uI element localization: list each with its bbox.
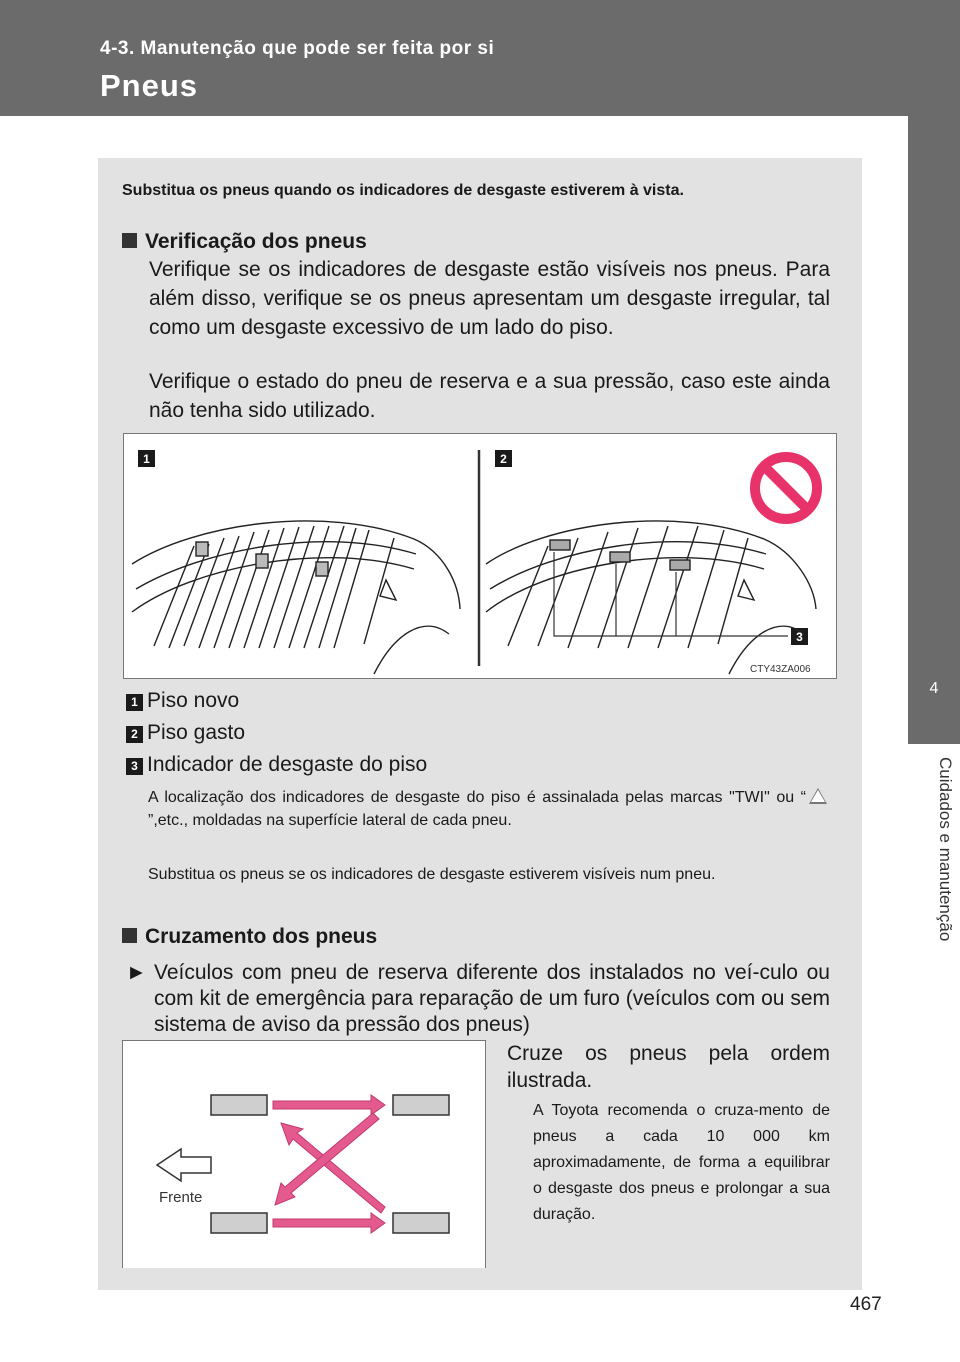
rotation-condition-text: Veículos com pneu de reserva diferente dos instalados no veí-culo ou com kit de emergência para reparação de um furo (veículos com ou sem sistema de aviso da pressão dos pneus) xyxy=(154,961,830,1036)
rotation-heading xyxy=(122,925,377,949)
legend-text-1: Piso novo xyxy=(147,689,240,712)
new-tread-tyre-icon xyxy=(132,521,460,674)
badge-3-label: 3 xyxy=(796,630,803,644)
tread-wear-figure xyxy=(123,433,837,679)
rotation-instruction: Cruze os pneus pela ordem ilustrada. xyxy=(507,1042,830,1092)
front-left-tyre-icon xyxy=(211,1095,267,1115)
rear-left-tyre-icon xyxy=(211,1213,267,1233)
badge-2-label: 2 xyxy=(500,452,507,466)
check-heading-text: Verificação dos pneus xyxy=(145,230,367,253)
check-heading xyxy=(122,230,367,254)
chapter-side-tab xyxy=(908,116,960,744)
page-title: Pneus xyxy=(100,68,199,103)
rear-right-tyre-icon xyxy=(393,1213,449,1233)
twi-location-note xyxy=(148,786,830,832)
forward-arrow-icon xyxy=(157,1149,211,1181)
section-title: 4-3. Manutenção que pode ser feita por si xyxy=(100,38,495,59)
legend-item-3 xyxy=(126,753,427,777)
front-right-tyre-icon xyxy=(393,1095,449,1115)
chapter-header xyxy=(0,0,960,116)
legend-item-1 xyxy=(126,689,239,713)
twi-note-before: A localização dos indicadores de desgaste do piso é assinalada pelas marcas "TWI" ou “ xyxy=(148,789,806,806)
rotation-condition xyxy=(126,960,830,1038)
check-paragraph-1: Verifique se os indicadores de desgaste estão visíveis nos pneus. Para além disso, verifique se os pneus apresentam um desgaste irregular, tal como um desgaste excessivo de um lado do piso. xyxy=(149,258,830,339)
chapter-number: 4 xyxy=(929,680,939,697)
content-panel xyxy=(98,158,862,1290)
badge-1-icon: 1 xyxy=(126,694,143,711)
badge-1-label: 1 xyxy=(143,452,150,466)
legend-text-2: Piso gasto xyxy=(147,721,246,744)
square-bullet-icon xyxy=(122,233,137,248)
triangle-bullet-icon: ► xyxy=(126,961,147,984)
rotation-diagram xyxy=(123,1041,485,1267)
rotation-recommendation: A Toyota recomenda o cruza-mento de pneus a cada 10 000 km aproximadamente, de forma a equilibrar o desgaste dos pneus e prolongar a sua duração. xyxy=(533,1102,830,1223)
rotation-heading-text: Cruzamento dos pneus xyxy=(145,925,378,948)
rotation-arrows-icon xyxy=(273,1095,385,1233)
page-number: 467 xyxy=(850,1294,882,1315)
prohibition-icon xyxy=(755,457,817,519)
replace-note: Substitua os pneus se os indicadores de desgaste estiverem visíveis num pneu. xyxy=(148,866,716,883)
tread-wear-illustration xyxy=(124,434,836,678)
legend-item-2 xyxy=(126,721,245,745)
badge-3-icon: 3 xyxy=(126,758,143,775)
figure-code: CTY43ZA006 xyxy=(750,664,811,675)
square-bullet-icon xyxy=(122,928,137,943)
check-paragraph-2: Verifique o estado do pneu de reserva e a sua pressão, caso este ainda não tenha sido utilizado. xyxy=(149,370,830,422)
legend-text-3: Indicador de desgaste do piso xyxy=(147,753,428,776)
twi-note-after: ”,etc., moldadas na superfície lateral de cada pneu. xyxy=(148,812,512,829)
worn-tread-tyre-icon xyxy=(486,521,816,674)
front-label: Frente xyxy=(159,1189,203,1206)
triangle-mark-icon xyxy=(809,788,827,804)
rotation-figure xyxy=(122,1040,486,1268)
badge-2-icon: 2 xyxy=(126,726,143,743)
chapter-label: Cuidados e manutenção xyxy=(936,757,955,942)
intro-text: Substitua os pneus quando os indicadores de desgaste estiverem à vista. xyxy=(122,182,684,199)
